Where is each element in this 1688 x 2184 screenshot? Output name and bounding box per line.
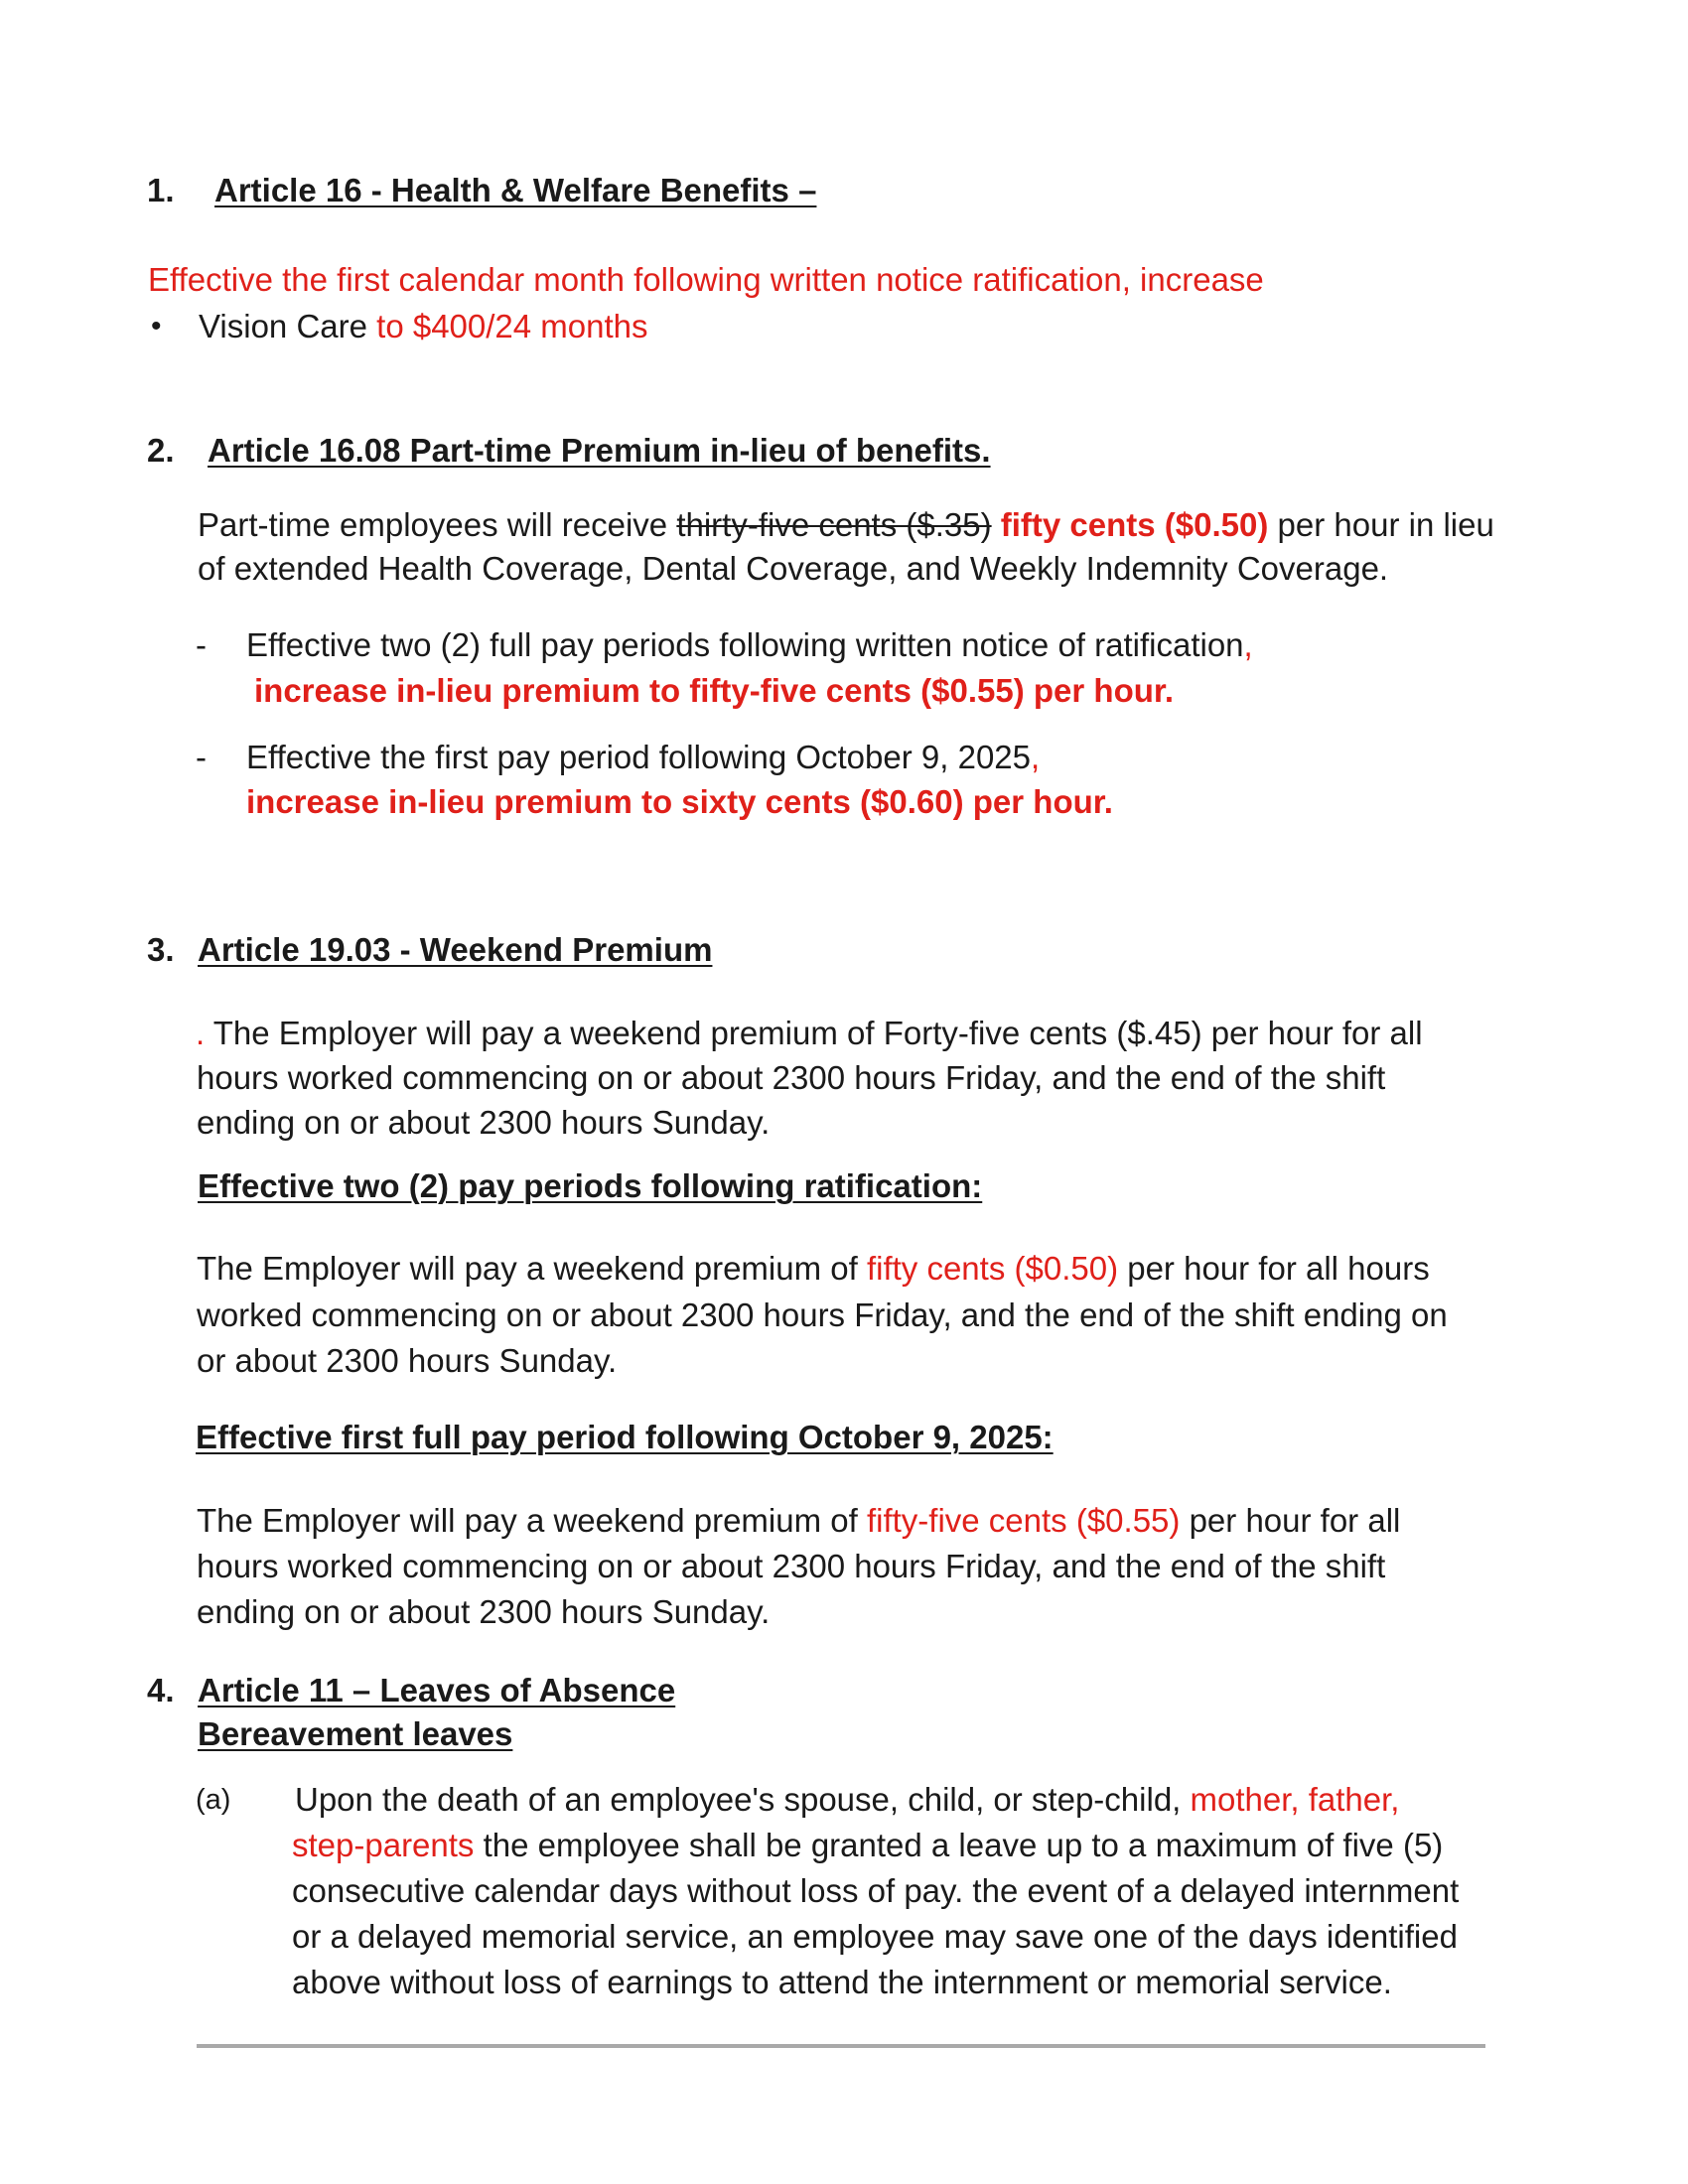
new-rate: fifty cents ($0.50) [991,506,1269,543]
dash-bullet: - [196,739,207,775]
bullet-icon: • [151,310,162,342]
text-run: Effective the first pay period following October 9, 2025 [246,739,1032,775]
text-run: mother, father, [1190,1781,1400,1818]
section-2-item-2-line-1 [246,735,1040,780]
text-run: Part-time employees will receive [198,506,677,543]
section-4-line-3: consecutive calendar days without loss of pay. the event of a delayed internment [292,1872,1460,1909]
section-3-paragraph-2-line-2: worked commencing on or about 2300 hours Friday, and the end of the shift ending on [197,1297,1448,1333]
section-4-subheading: Bereavement leaves [198,1715,513,1752]
text-run: fifty cents ($0.50) [866,1250,1119,1287]
section-3-heading: Article 19.03 - Weekend Premium [198,931,713,968]
text-run: Effective two (2) full pay periods following written notice of ratification [246,626,1244,663]
text-run: fifty-five cents ($0.55) [866,1502,1181,1539]
text-run: the employee shall be granted a leave up to a maximum of five (5) [474,1827,1444,1863]
section-3-paragraph-2-line-1 [197,1246,1430,1292]
section-1-list-item [199,304,648,349]
section-3-paragraph-1-line-2: hours worked commencing on or about 2300 hours Friday, and the end of the shift [197,1059,1386,1096]
item-label-a: (a) [196,1784,231,1816]
section-4-line-2 [292,1823,1443,1868]
section-4-line-5: above without loss of earnings to attend the internment or memorial service. [292,1964,1392,2000]
section-2-paragraph-line-1 [198,502,1494,548]
struck-old-rate: thirty-five cents ($.35) [676,506,992,543]
vision-care-label: Vision Care [199,308,367,344]
section-3-subheading-1: Effective two (2) pay periods following ratification: [198,1167,983,1204]
section-1-heading: Article 16 - Health & Welfare Benefits – [214,172,817,208]
horizontal-rule [197,2044,1485,2048]
section-2-heading: Article 16.08 Part-time Premium in-lieu of benefits. [208,432,991,469]
section-4-line-4: or a delayed memorial service, an employee may save one of the days identified [292,1918,1458,1955]
text-run: . [196,1015,206,1051]
text-run: Upon the death of an employee's spouse, child, or step-child, [295,1781,1191,1818]
text-run: per hour for all [1180,1502,1401,1539]
text-run: The Employer will pay a weekend premium of [197,1502,867,1539]
section-4-heading: Article 11 – Leaves of Absence [198,1672,676,1708]
section-2-item-2-line-2: increase in-lieu premium to sixty cents ($0.60) per hour. [246,783,1113,820]
section-3-paragraph-3-line-2: hours worked commencing on or about 2300 hours Friday, and the end of the shift [197,1548,1386,1584]
text-run: per hour for all hours [1118,1250,1430,1287]
section-3-paragraph-1-line-1 [196,1011,1423,1056]
section-3-paragraph-3-line-1 [197,1498,1400,1544]
text-run: The Employer will pay a weekend premium of Forty-five cents ($.45) per hour for all [205,1015,1423,1051]
dash-bullet: - [196,626,207,663]
text-run: , [1031,739,1041,775]
section-2-paragraph-line-2: of extended Health Coverage, Dental Coverage, and Weekly Indemnity Coverage. [198,550,1389,587]
text-run: , [1243,626,1253,663]
text-run: per hour in lieu [1268,506,1494,543]
section-1-number: 1. [147,172,175,208]
section-2-item-1-line-2: increase in-lieu premium to fifty-five cents ($0.55) per hour. [254,672,1175,709]
section-4-number: 4. [147,1672,175,1708]
section-3-paragraph-3-line-3: ending on or about 2300 hours Sunday. [197,1593,771,1630]
section-1-intro: Effective the first calendar month following written notice ratification, increase [148,261,1264,298]
text-run: step-parents [292,1827,475,1863]
section-3-subheading-2: Effective first full pay period following October 9, 2025: [196,1419,1054,1455]
vision-care-amount: to $400/24 months [366,308,648,344]
section-3-paragraph-1-line-3: ending on or about 2300 hours Sunday. [197,1104,771,1141]
section-2-item-1-line-1 [246,622,1253,668]
text-run: The Employer will pay a weekend premium of [197,1250,867,1287]
section-2-number: 2. [147,432,175,469]
section-3-paragraph-2-line-3: or about 2300 hours Sunday. [197,1342,618,1379]
section-3-number: 3. [147,931,175,968]
section-4-line-1 [295,1777,1399,1823]
